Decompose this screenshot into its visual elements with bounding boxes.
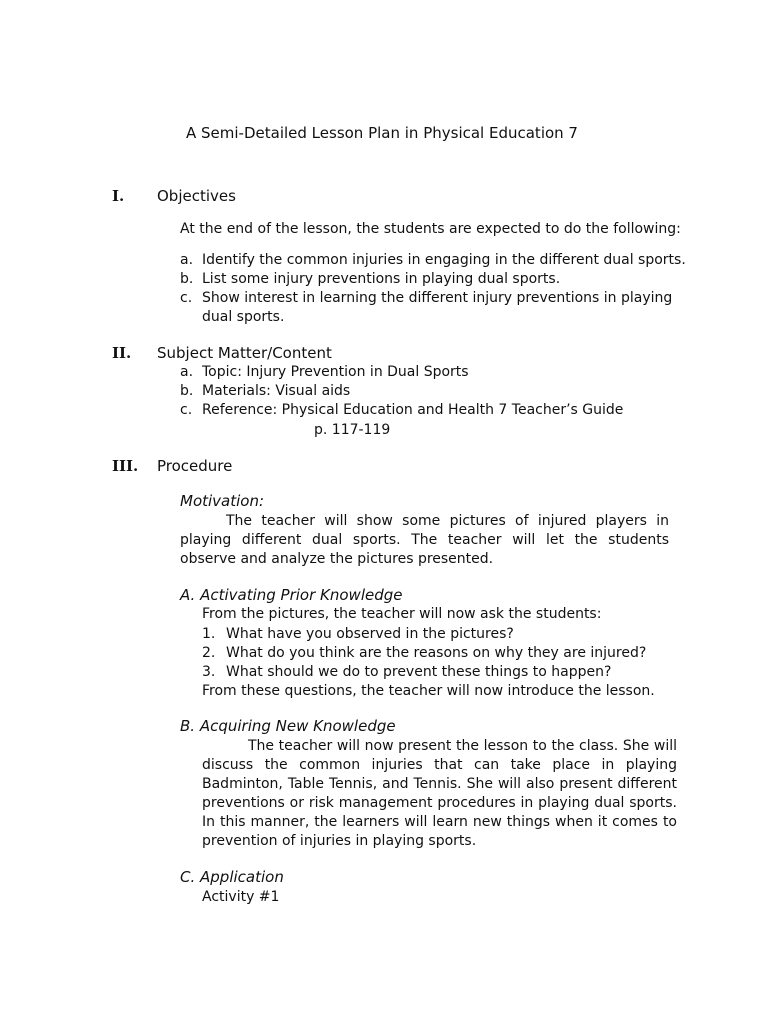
part-c-heading: C. Application	[180, 868, 284, 886]
section-numeral-iii: III.	[112, 457, 139, 475]
part-a-heading: A. Activating Prior Knowledge	[180, 586, 403, 604]
reference-pages: p. 117-119	[314, 422, 391, 438]
subject-item: Topic: Injury Prevention in Dual Sports	[202, 364, 469, 380]
objective-marker: c.	[180, 290, 193, 306]
subject-item: Reference: Physical Education and Health 7 Teacher’s Guide	[202, 402, 624, 418]
objective-marker: a.	[180, 252, 194, 268]
objectives-intro: At the end of the lesson, the students are expected to do the following:	[180, 221, 681, 237]
objective-item: Identify the common injuries in engaging in the different dual sports.	[202, 252, 686, 268]
subject-marker: b.	[180, 383, 194, 399]
section-heading-subject-matter: Subject Matter/Content	[157, 344, 332, 362]
part-b-body: The teacher will now present the lesson to the class. She will discuss the common injuries that can take place in playing Badminton, Table Tennis, and Tennis. She will also present different preventions or risk management procedures in playing dual sports. In this manner, the learners will learn new things when it comes to prevention of injuries in playing sports.	[202, 738, 677, 849]
objective-item-continuation: dual sports.	[202, 309, 285, 325]
section-numeral-ii: II.	[112, 344, 132, 362]
question-item: What do you think are the reasons on why they are injured?	[226, 645, 647, 661]
section-numeral-i: I.	[112, 187, 125, 205]
question-marker: 3.	[202, 664, 216, 680]
question-marker: 2.	[202, 645, 216, 661]
activity-label: Activity #1	[202, 889, 280, 905]
objective-marker: b.	[180, 271, 194, 287]
subject-item: Materials: Visual aids	[202, 383, 351, 399]
part-a-outro: From these questions, the teacher will now introduce the lesson.	[202, 683, 655, 699]
section-heading-objectives: Objectives	[157, 187, 236, 205]
question-item: What have you observed in the pictures?	[226, 626, 514, 642]
part-b-heading: B. Acquiring New Knowledge	[180, 717, 396, 735]
question-marker: 1.	[202, 626, 216, 642]
objective-item: List some injury preventions in playing dual sports.	[202, 271, 561, 287]
question-item: What should we do to prevent these things to happen?	[226, 664, 612, 680]
motivation-body: The teacher will show some pictures of injured players in playing different dual sports. The teacher will let the students observe and analyze the pictures presented.	[180, 513, 669, 567]
section-heading-procedure: Procedure	[157, 457, 233, 475]
part-a-intro: From the pictures, the teacher will now ask the students:	[202, 606, 602, 622]
document-title: A Semi-Detailed Lesson Plan in Physical Education 7	[186, 124, 578, 142]
subject-marker: a.	[180, 364, 194, 380]
subject-marker: c.	[180, 402, 193, 418]
objective-item: Show interest in learning the different injury preventions in playing	[202, 290, 673, 306]
motivation-heading: Motivation:	[180, 492, 265, 510]
